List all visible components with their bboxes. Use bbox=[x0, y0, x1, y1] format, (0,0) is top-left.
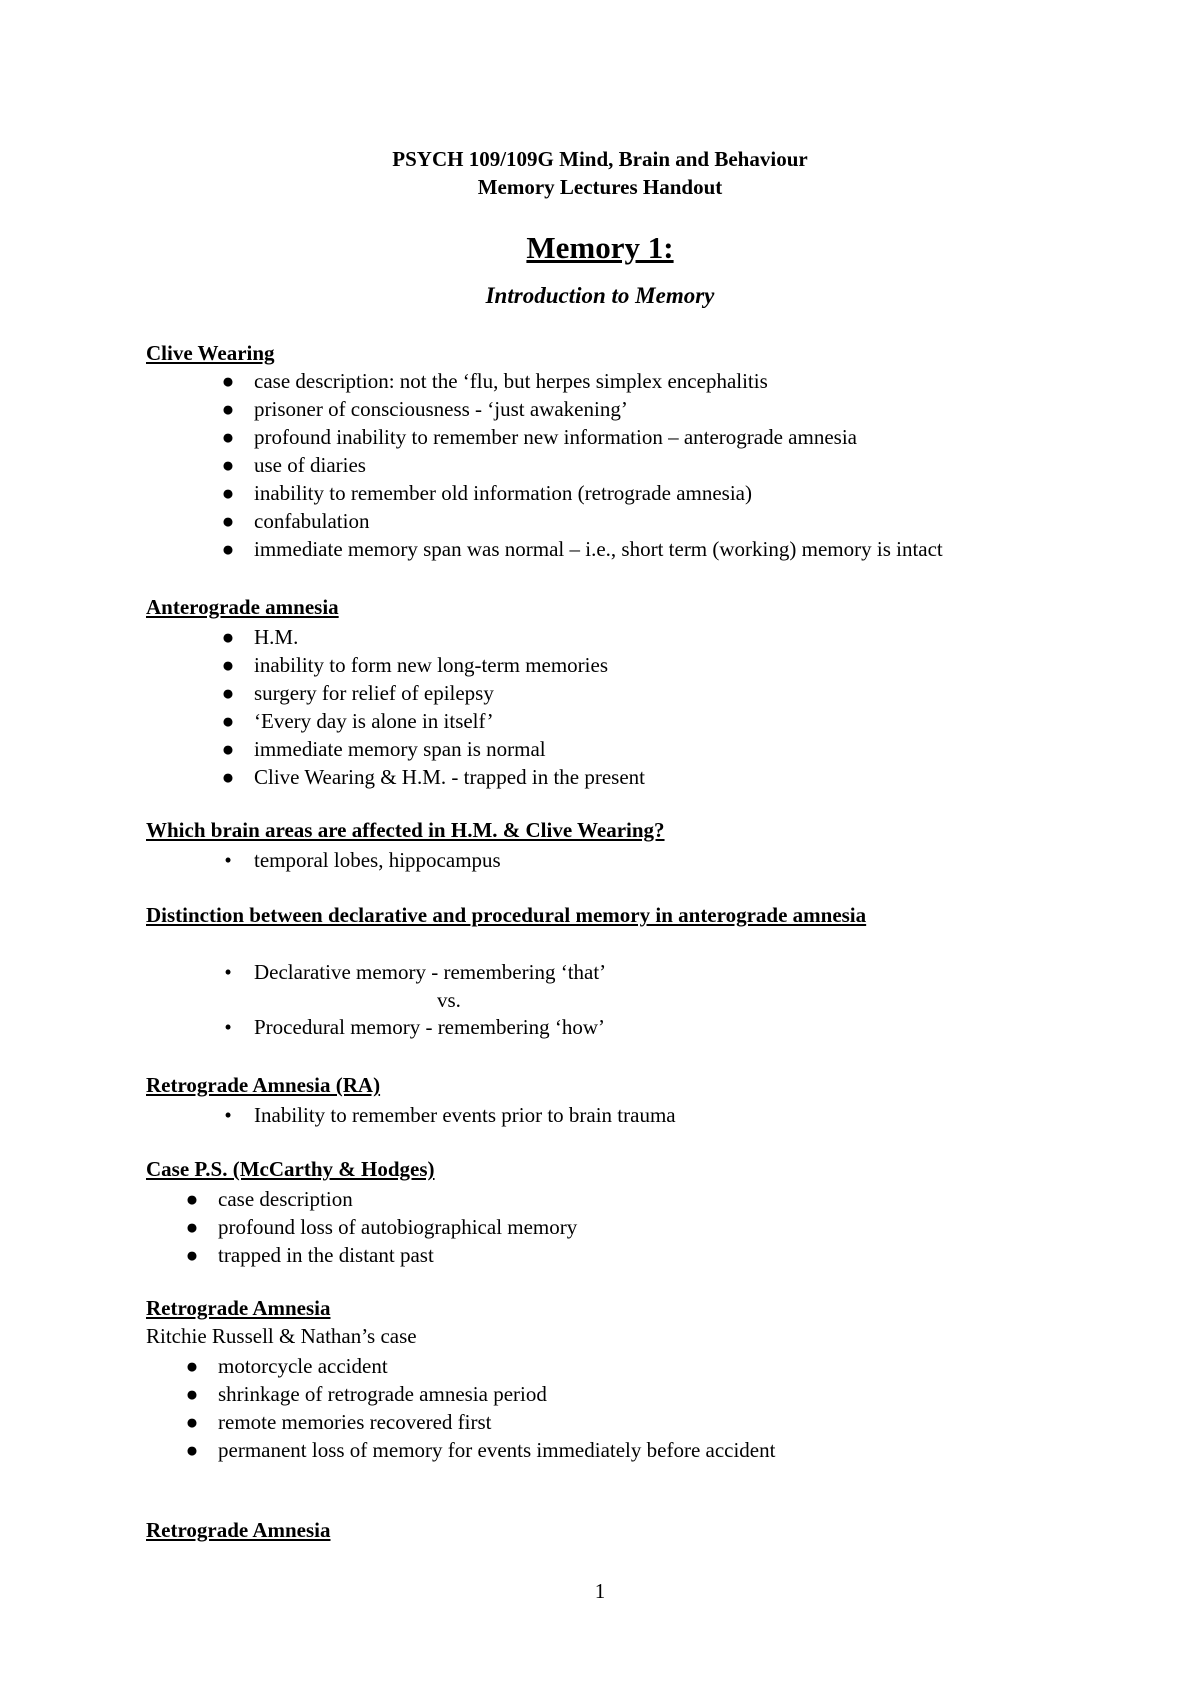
page-subtitle: Introduction to Memory bbox=[485, 283, 715, 308]
case-intro: Ritchie Russell & Nathan’s case bbox=[146, 1324, 417, 1348]
bullet-icon: ● bbox=[221, 765, 235, 789]
page-title: Memory 1: bbox=[526, 230, 674, 265]
section-heading-distinction: Distinction between declarative and procedural memory in anterograde amnesia bbox=[146, 903, 867, 927]
bullet-icon: ● bbox=[221, 625, 235, 649]
bullet-icon: ● bbox=[185, 1410, 199, 1434]
bullet-icon: ● bbox=[221, 453, 235, 477]
section-heading-retrograde-amnesia: Retrograde Amnesia bbox=[146, 1296, 331, 1320]
course-title: PSYCH 109/109G Mind, Brain and Behaviour bbox=[392, 147, 808, 171]
section-heading-case-ps: Case P.S. (McCarthy & Hodges) bbox=[146, 1157, 435, 1181]
bullet-icon: ● bbox=[221, 681, 235, 705]
bullet-icon: ● bbox=[185, 1215, 199, 1239]
bullet-icon: ● bbox=[221, 397, 235, 421]
bullet-icon: • bbox=[224, 848, 232, 872]
bullet-icon: • bbox=[224, 1015, 232, 1039]
section-heading-clive-wearing: Clive Wearing bbox=[146, 341, 275, 365]
section-heading-brain-areas: Which brain areas are affected in H.M. & Clive Wearing? bbox=[146, 818, 665, 842]
bullet-icon: • bbox=[224, 1103, 232, 1127]
bullet-icon: ● bbox=[221, 425, 235, 449]
bullet-icon: ● bbox=[221, 509, 235, 533]
bullet-icon: ● bbox=[221, 537, 235, 561]
page-number: 1 bbox=[594, 1579, 606, 1603]
bullet-icon: ● bbox=[221, 369, 235, 393]
bullet-icon: ● bbox=[185, 1243, 199, 1267]
bullet-icon: ● bbox=[185, 1382, 199, 1406]
document-page: PSYCH 109/109G Mind, Brain and Behaviour Memory Lectures Handout Memory 1: Introduction to Memory Clive Wearing ● case description: not the ‘flu, but herpes simplex encephalitis ● prisoner of consciousness - ‘just awakening’ ● profound inability to remember new information – anterograde amnesia ● use of diaries ● inability to remember old information (retrograde amnesia) ● confabulation ● immediate memory span was normal – i.e., short term (working) memory is intact Anterograde amnesia ● H.M. ● inability to form new long-term memories ● surgery for relief of epilepsy ● ‘Every day is alone in itself’ ● immediate memory span is normal ● Clive Wearing & H.M. - trapped in the present Which brain areas are affected in H.M. & Clive Wearing? • temporal lobes, hippocampus Distinction between declarative and procedural memory in anterograde amnesia • Declarative memory - remembering ‘that’ vs. • Procedural memory - remembering ‘how’ Retrograde Amnesia (RA) • Inability to remember events prior to brain trauma Case P.S. (McCarthy & Hodges) ● case description ● profound loss of autobiographical memory ● trapped in the distant past Retrograde Amnesia Ritchie Russell & Nathan’s case ● motorcycle accident ● shrinkage of retrograde amnesia period ● remote memories recovered first ● permanent loss of memory for events immediately before accident Retrograde Amnesia 1 bbox=[0, 0, 1200, 1696]
bullet-icon: ● bbox=[221, 653, 235, 677]
bullet-icon: ● bbox=[221, 709, 235, 733]
section-heading-retrograde-amnesia-ra: Retrograde Amnesia (RA) bbox=[146, 1073, 381, 1097]
bullet-icon: ● bbox=[221, 737, 235, 761]
section-heading-anterograde-amnesia: Anterograde amnesia bbox=[146, 595, 339, 619]
bullet-icon: ● bbox=[185, 1354, 199, 1378]
versus-label: vs. bbox=[437, 988, 461, 1012]
bullet-icon: ● bbox=[185, 1438, 199, 1462]
bullet-icon: • bbox=[224, 960, 232, 984]
bullet-icon: ● bbox=[185, 1187, 199, 1211]
bullet-icon: ● bbox=[221, 481, 235, 505]
section-heading-retrograde-amnesia-2: Retrograde Amnesia bbox=[146, 1518, 331, 1542]
handout-title: Memory Lectures Handout bbox=[477, 175, 723, 199]
